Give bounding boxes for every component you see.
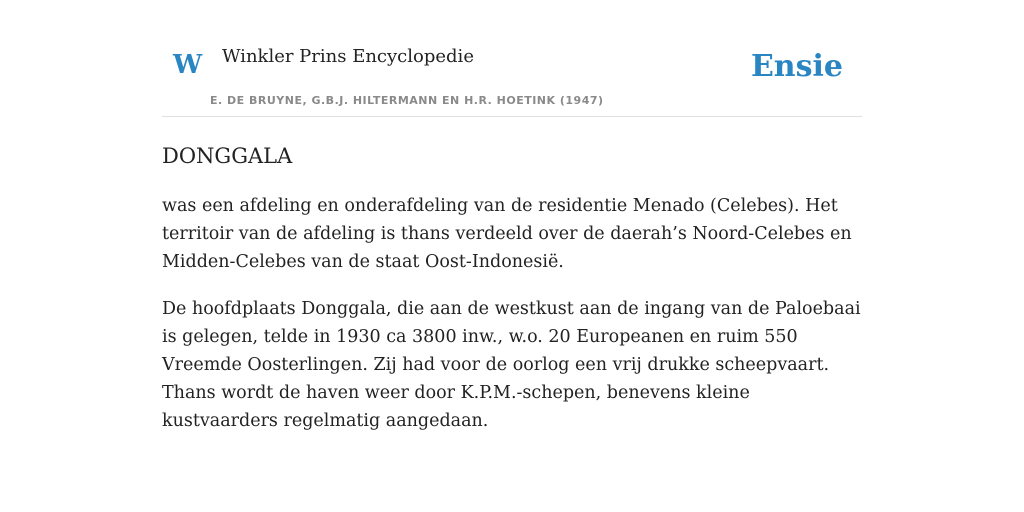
publication-logo[interactable]: W — [173, 50, 203, 80]
article-page — [162, 0, 862, 435]
publication-header — [162, 0, 862, 117]
brand-logo[interactable]: Ensie — [750, 49, 843, 84]
entry-paragraph: De hoofdplaats Donggala, die aan de westkust aan de ingang van de Paloebaai is gelegen, telde in 1930 ca 3800 inw., w.o. 20 Europeanen en ruim 550 Vreemde Oosterlingen. Zij had voor de oorlog een vrij drukke scheepvaart. Thans wordt de haven weer door K.P.M.-schepen, benevens kleine kustvaarders regelmatig aangedaan. — [162, 299, 861, 432]
publication-title[interactable]: Winkler Prins Encyclopedie — [222, 46, 474, 67]
entry-paragraph: was een afdeling en onderafdeling van de residentie Menado (Celebes). Het territoir van de afdeling is thans verdeeld over de daerah’s Noord-Celebes en Midden-Celebes van de staat Oost-Indonesië. — [162, 196, 852, 273]
entry-title: DONGGALA — [162, 144, 293, 168]
publication-authors: E. DE BRUYNE, G.B.J. HILTERMANN EN H.R. HOETINK (1947) — [210, 94, 604, 107]
